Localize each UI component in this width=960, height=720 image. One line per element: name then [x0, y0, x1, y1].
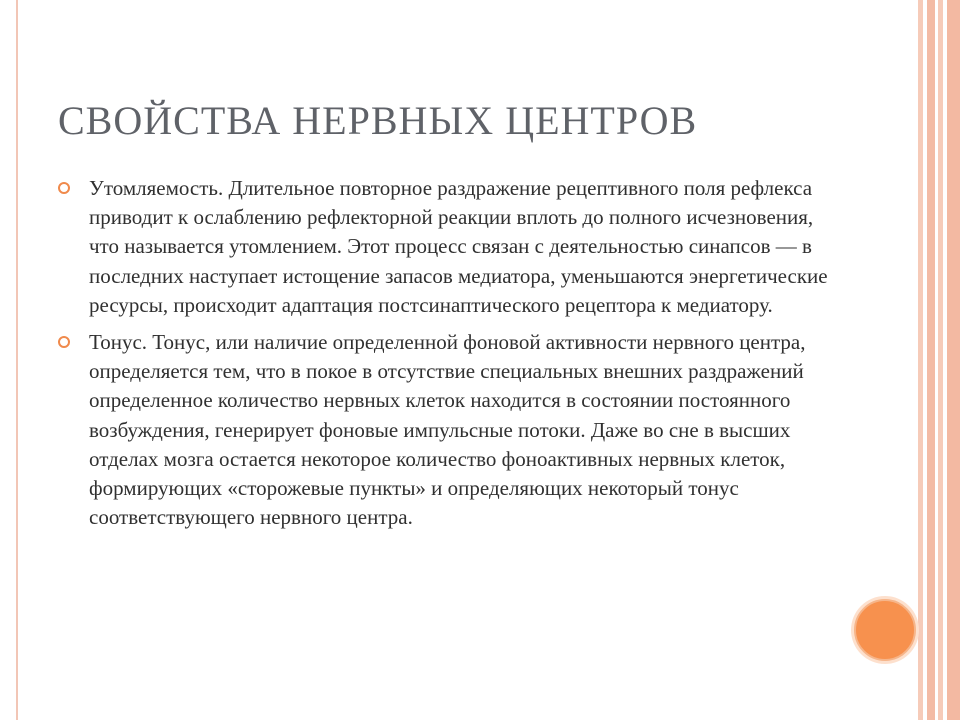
bullet-text: Утомляемость. Длительное повторное раздражение рецептивного поля рефлекса приводит к ослаблению рефлекторной реакции вплоть до полного исчезновения, что называется утомлением. Этот процесс связан с деятельностью синапсов — в последних наступает истощение запасов медиатора, уменьшаются энергетические ресурсы, происходит адаптация постсинаптического рецептора к медиатору. [89, 176, 828, 317]
bullet-item-fatigue [56, 174, 836, 320]
bullet-list [56, 174, 836, 532]
right-stripe [927, 0, 935, 720]
bullet-ring-icon [58, 182, 70, 194]
bullet-text: Тонус. Тонус, или наличие определенной фоновой активности нервного центра, определяется тем, что в покое в отсутствие специальных внешних раздражений определенное количество нервных клеток находится в состоянии постоянного возбуждения, генерирует фоновые импульсные потоки. Даже во сне в высших отделах мозга остается некоторое количество фоноактивных нервных клеток, формирующих «сторожевые пункты» и определяющих некоторый тонус соответствующего нервного центра. [89, 330, 806, 530]
left-border-line [16, 0, 18, 720]
bullet-item-tonus [56, 328, 836, 532]
decorative-circle-icon [854, 599, 916, 661]
right-stripe [938, 0, 943, 720]
right-stripe [947, 0, 960, 720]
slide-title: СВОЙСТВА НЕРВНЫХ ЦЕНТРОВ [58, 98, 698, 143]
bullet-ring-icon [58, 336, 70, 348]
right-stripe [918, 0, 923, 720]
